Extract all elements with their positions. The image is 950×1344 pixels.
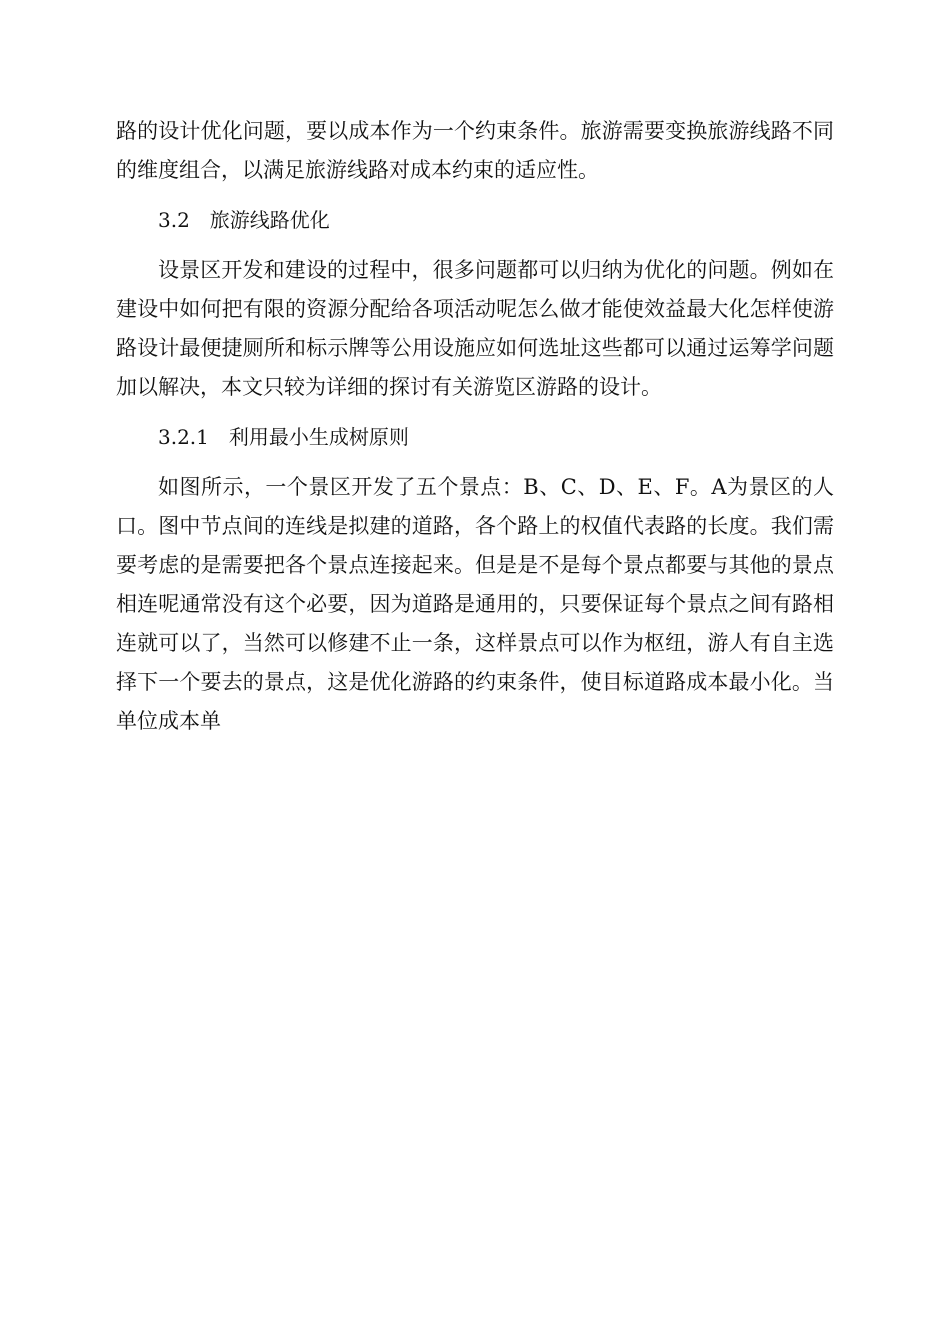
paragraph-scenic-optimization: 设景区开发和建设的过程中，很多问题都可以归纳为优化的问题。例如在建设中如何把有限的资源分配给各项活动呢怎么做才能使效益最大化怎样使游路设计最便捷厕所和标示牌等公用设施应如何选址这些都可以通过运筹学问题加以解决，本文只较为详细的探讨有关游览区游路的设计。 [116,258,834,399]
section-heading-3-2: 3.2 旅游线路优化 [158,208,330,232]
paragraph-continuation: 路的设计优化问题，要以成本作为一个约束条件。旅游需要变换旅游线路不同的维度组合，以满足旅游线路对成本约束的适应性。 [116,119,834,182]
spacer [116,457,834,468]
spacer [116,240,834,251]
document-page [116,112,834,741]
spacer [116,407,834,418]
paragraph-minimum-spanning-tree: 如图所示，一个景区开发了五个景点：B、C、D、E、F。A为景区的人口。图中节点间的连线是拟建的道路，各个路上的权值代表路的长度。我们需要考虑的是需要把各个景点连接起来。但是是不是每个景点都要与其他的景点相连呢通常没有这个必要，因为道路是通用的，只要保证每个景点之间有路相连就可以了，当然可以修建不止一条，这样景点可以作为枢纽，游人有自主选择下一个要去的景点，这是优化游路的约束条件，使目标道路成本最小化。当单位成本单 [116,475,834,733]
spacer [116,190,834,201]
section-heading-3-2-1: 3.2.1 利用最小生成树原则 [158,425,409,449]
